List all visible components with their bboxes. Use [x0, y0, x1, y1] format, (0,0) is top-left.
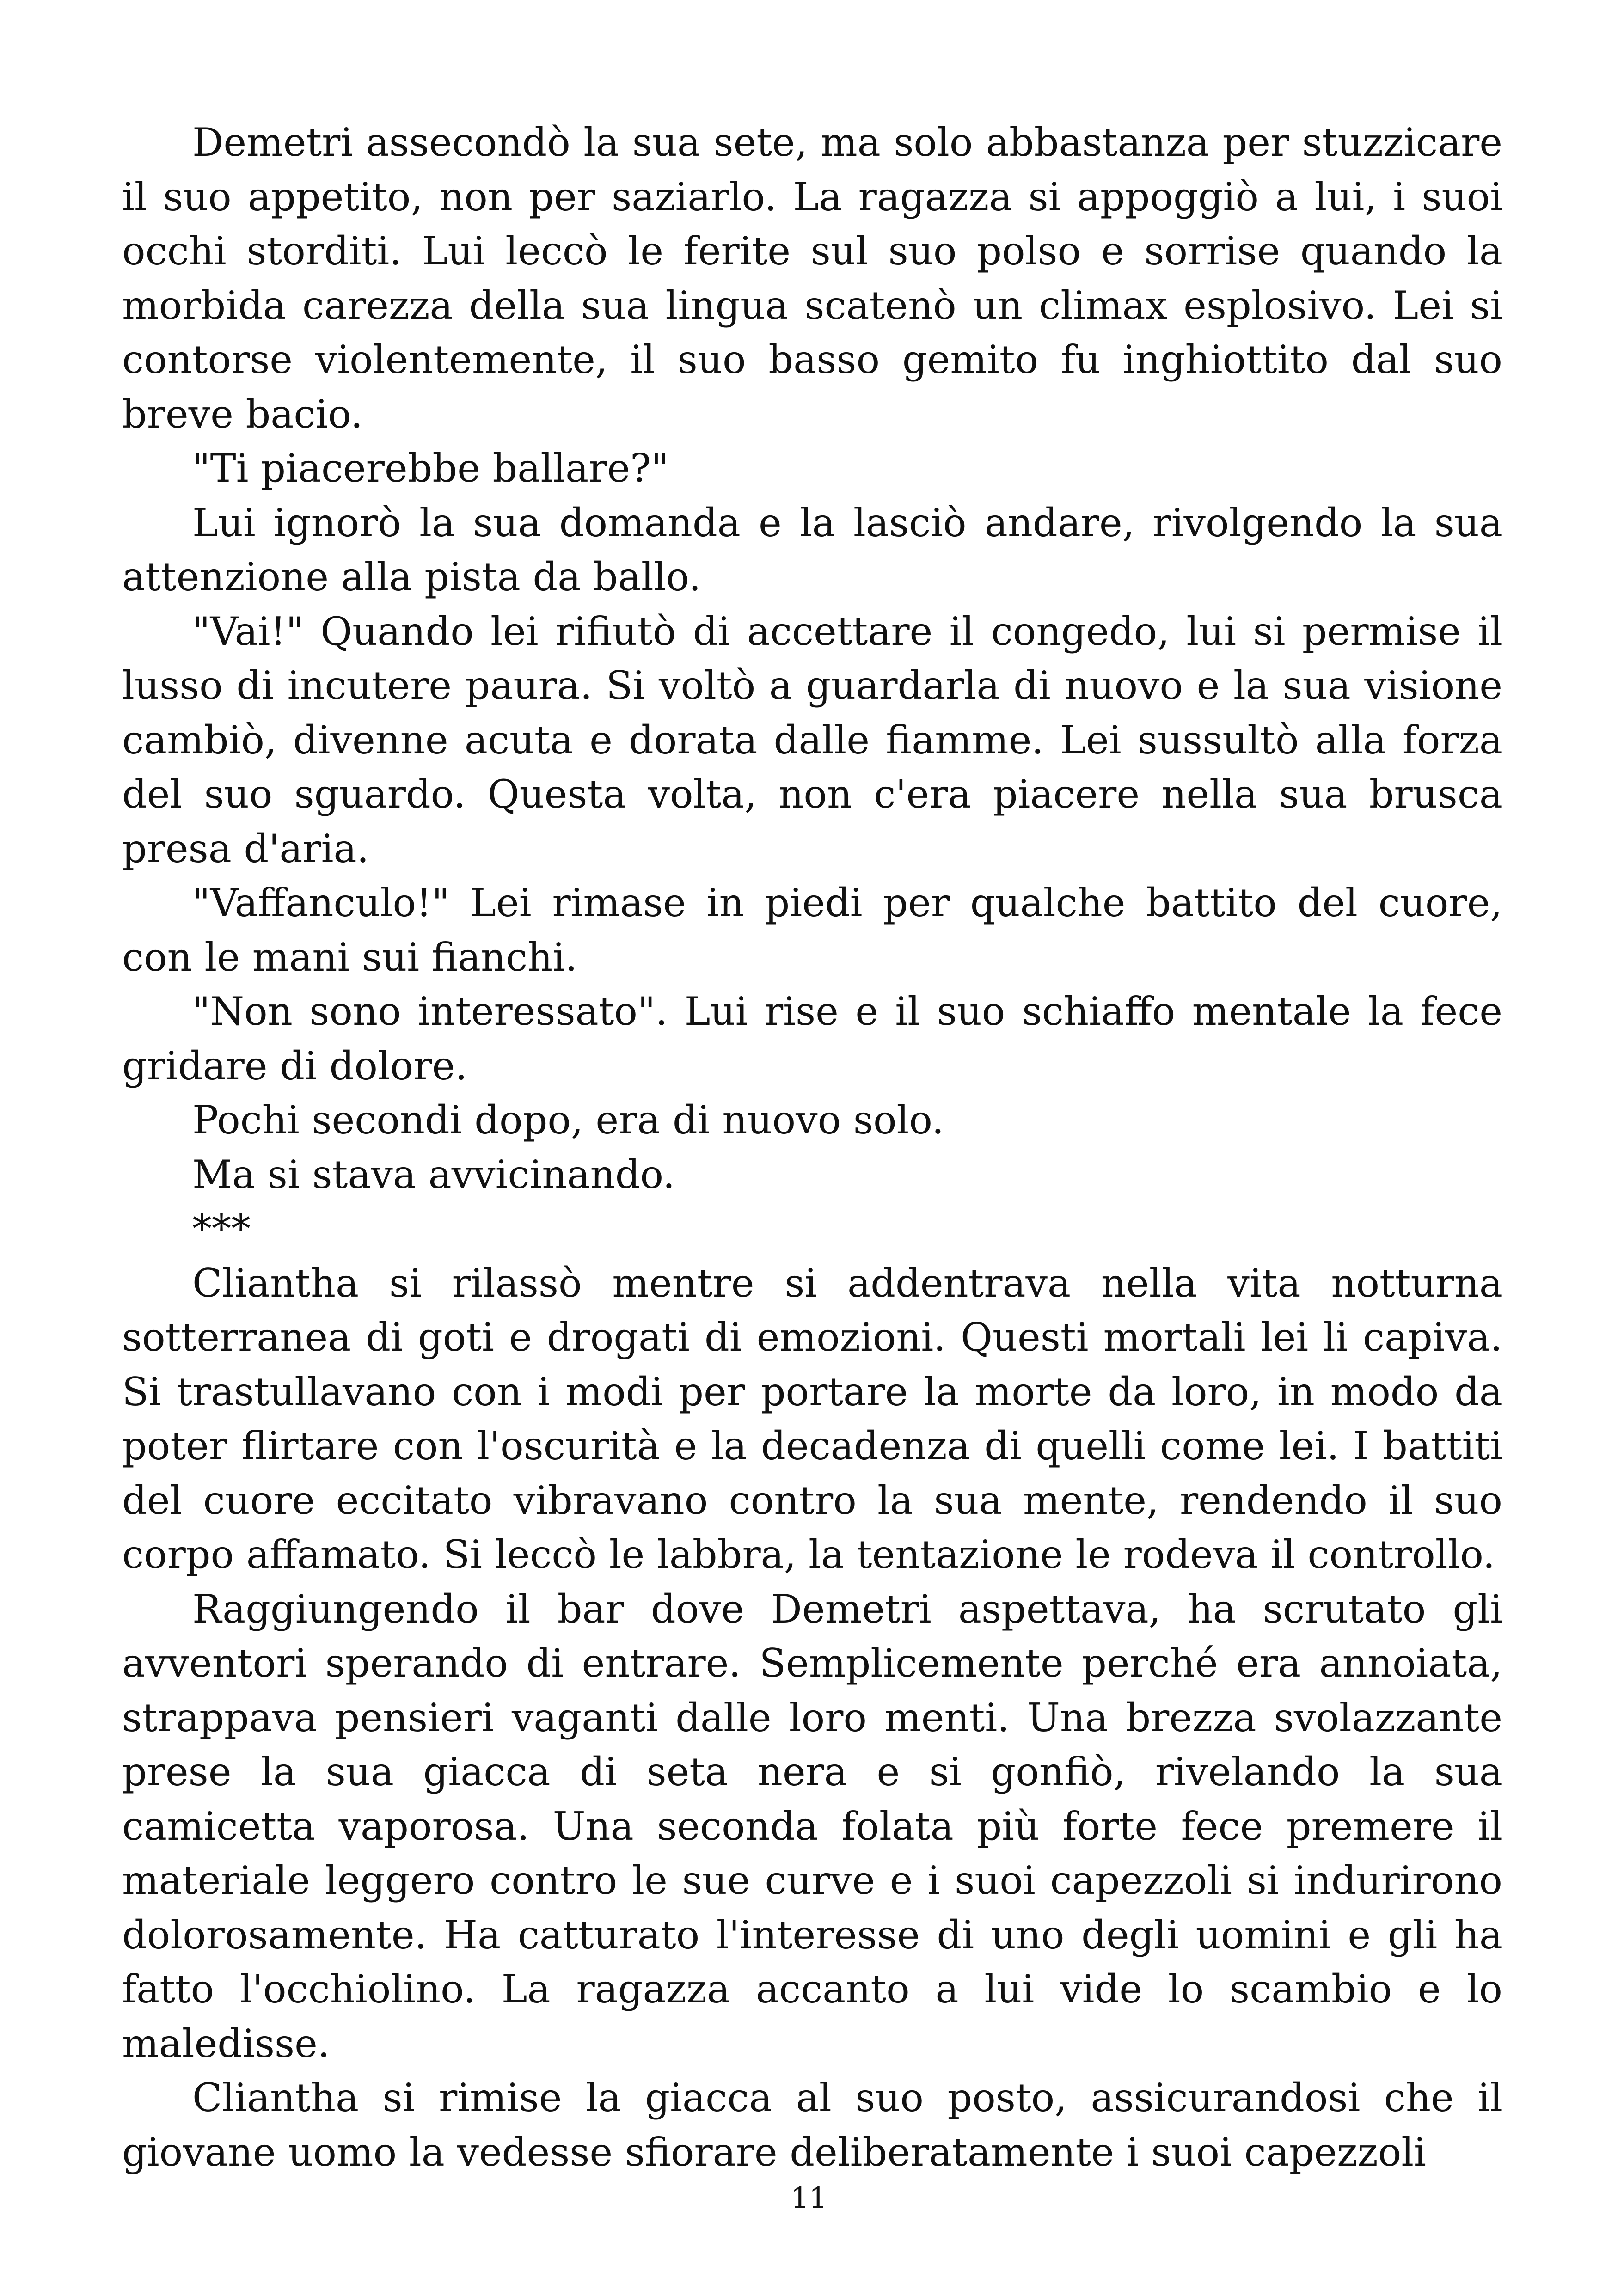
paragraph: Cliantha si rimise la giacca al suo posto, assicurandosi che il giovane uomo la vedesse sfiorare deliberatamente i suoi capezzoli — [122, 2075, 1502, 2175]
paragraph: Ma si stava avvicinando. — [192, 1151, 675, 1197]
paragraph: Demetri assecondò la sua sete, ma solo abbastanza per stuzzicare il suo appetito, non per saziarlo. La ragazza si appoggiò a lui, i suoi occhi storditi. Lui leccò le ferite sul suo polso e sorrise quando la morbida carezza della sua lingua scatenò un climax esplosivo. Lei si contorse violentemente, il suo basso gemito fu inghiottito dal suo breve bacio. — [122, 120, 1502, 437]
paragraph: "Vai!" Quando lei rifiutò di accettare il congedo, lui si permise il lusso di incutere paura. Si voltò a guardarla di nuovo e la sua visione cambiò, divenne acuta e dorata dalle fiamme. Lei sussultò alla forza del suo sguardo. Questa volta, non c'era piacere nella sua brusca presa d'aria. — [122, 608, 1502, 871]
section-break: *** — [192, 1206, 251, 1251]
paragraph: Cliantha si rilassò mentre si addentrava nella vita notturna sotterranea di goti e drogati di emozioni. Questi mortali lei li capiva. Si trastullavano con i modi per portare la morte da loro, in modo da poter flirtare con l'oscurità e la decadenza di quelli come lei. I battiti del cuore eccitato vibravano contro la sua mente, rendendo il suo corpo affamato. Si leccò le labbra, la tentazione le rodeva il controllo. — [122, 1260, 1502, 1577]
page-number: 11 — [791, 2181, 827, 2215]
paragraph: "Vaffanculo!" Lei rimase in piedi per qualche battito del cuore, con le mani sui fianchi. — [122, 880, 1502, 980]
page-body — [122, 116, 1502, 2180]
paragraph: Raggiungendo il bar dove Demetri aspettava, ha scrutato gli avventori sperando di entrare. Semplicemente perché era annoiata, strappava pensieri vaganti dalle loro menti. Una brezza svolazzante prese la sua giacca di seta nera e si gonfiò, rivelando la sua camicetta vaporosa. Una seconda folata più forte fece premere il materiale leggero contro le sue curve e i suoi capezzoli si indurirono dolorosamente. Ha catturato l'interesse di uno degli uomini e gli ha fatto l'occhiolino. La ragazza accanto a lui vide lo scambio e lo maledisse. — [122, 1586, 1502, 2066]
paragraph: Pochi secondi dopo, era di nuovo solo. — [192, 1097, 944, 1143]
paragraph: "Ti piacerebbe ballare?" — [192, 446, 669, 491]
paragraph: "Non sono interessato". Lui rise e il suo schiaffo mentale la fece gridare di dolore. — [122, 989, 1502, 1089]
paragraph: Lui ignorò la sua domanda e la lasciò andare, rivolgendo la sua attenzione alla pista da ballo. — [122, 500, 1502, 600]
